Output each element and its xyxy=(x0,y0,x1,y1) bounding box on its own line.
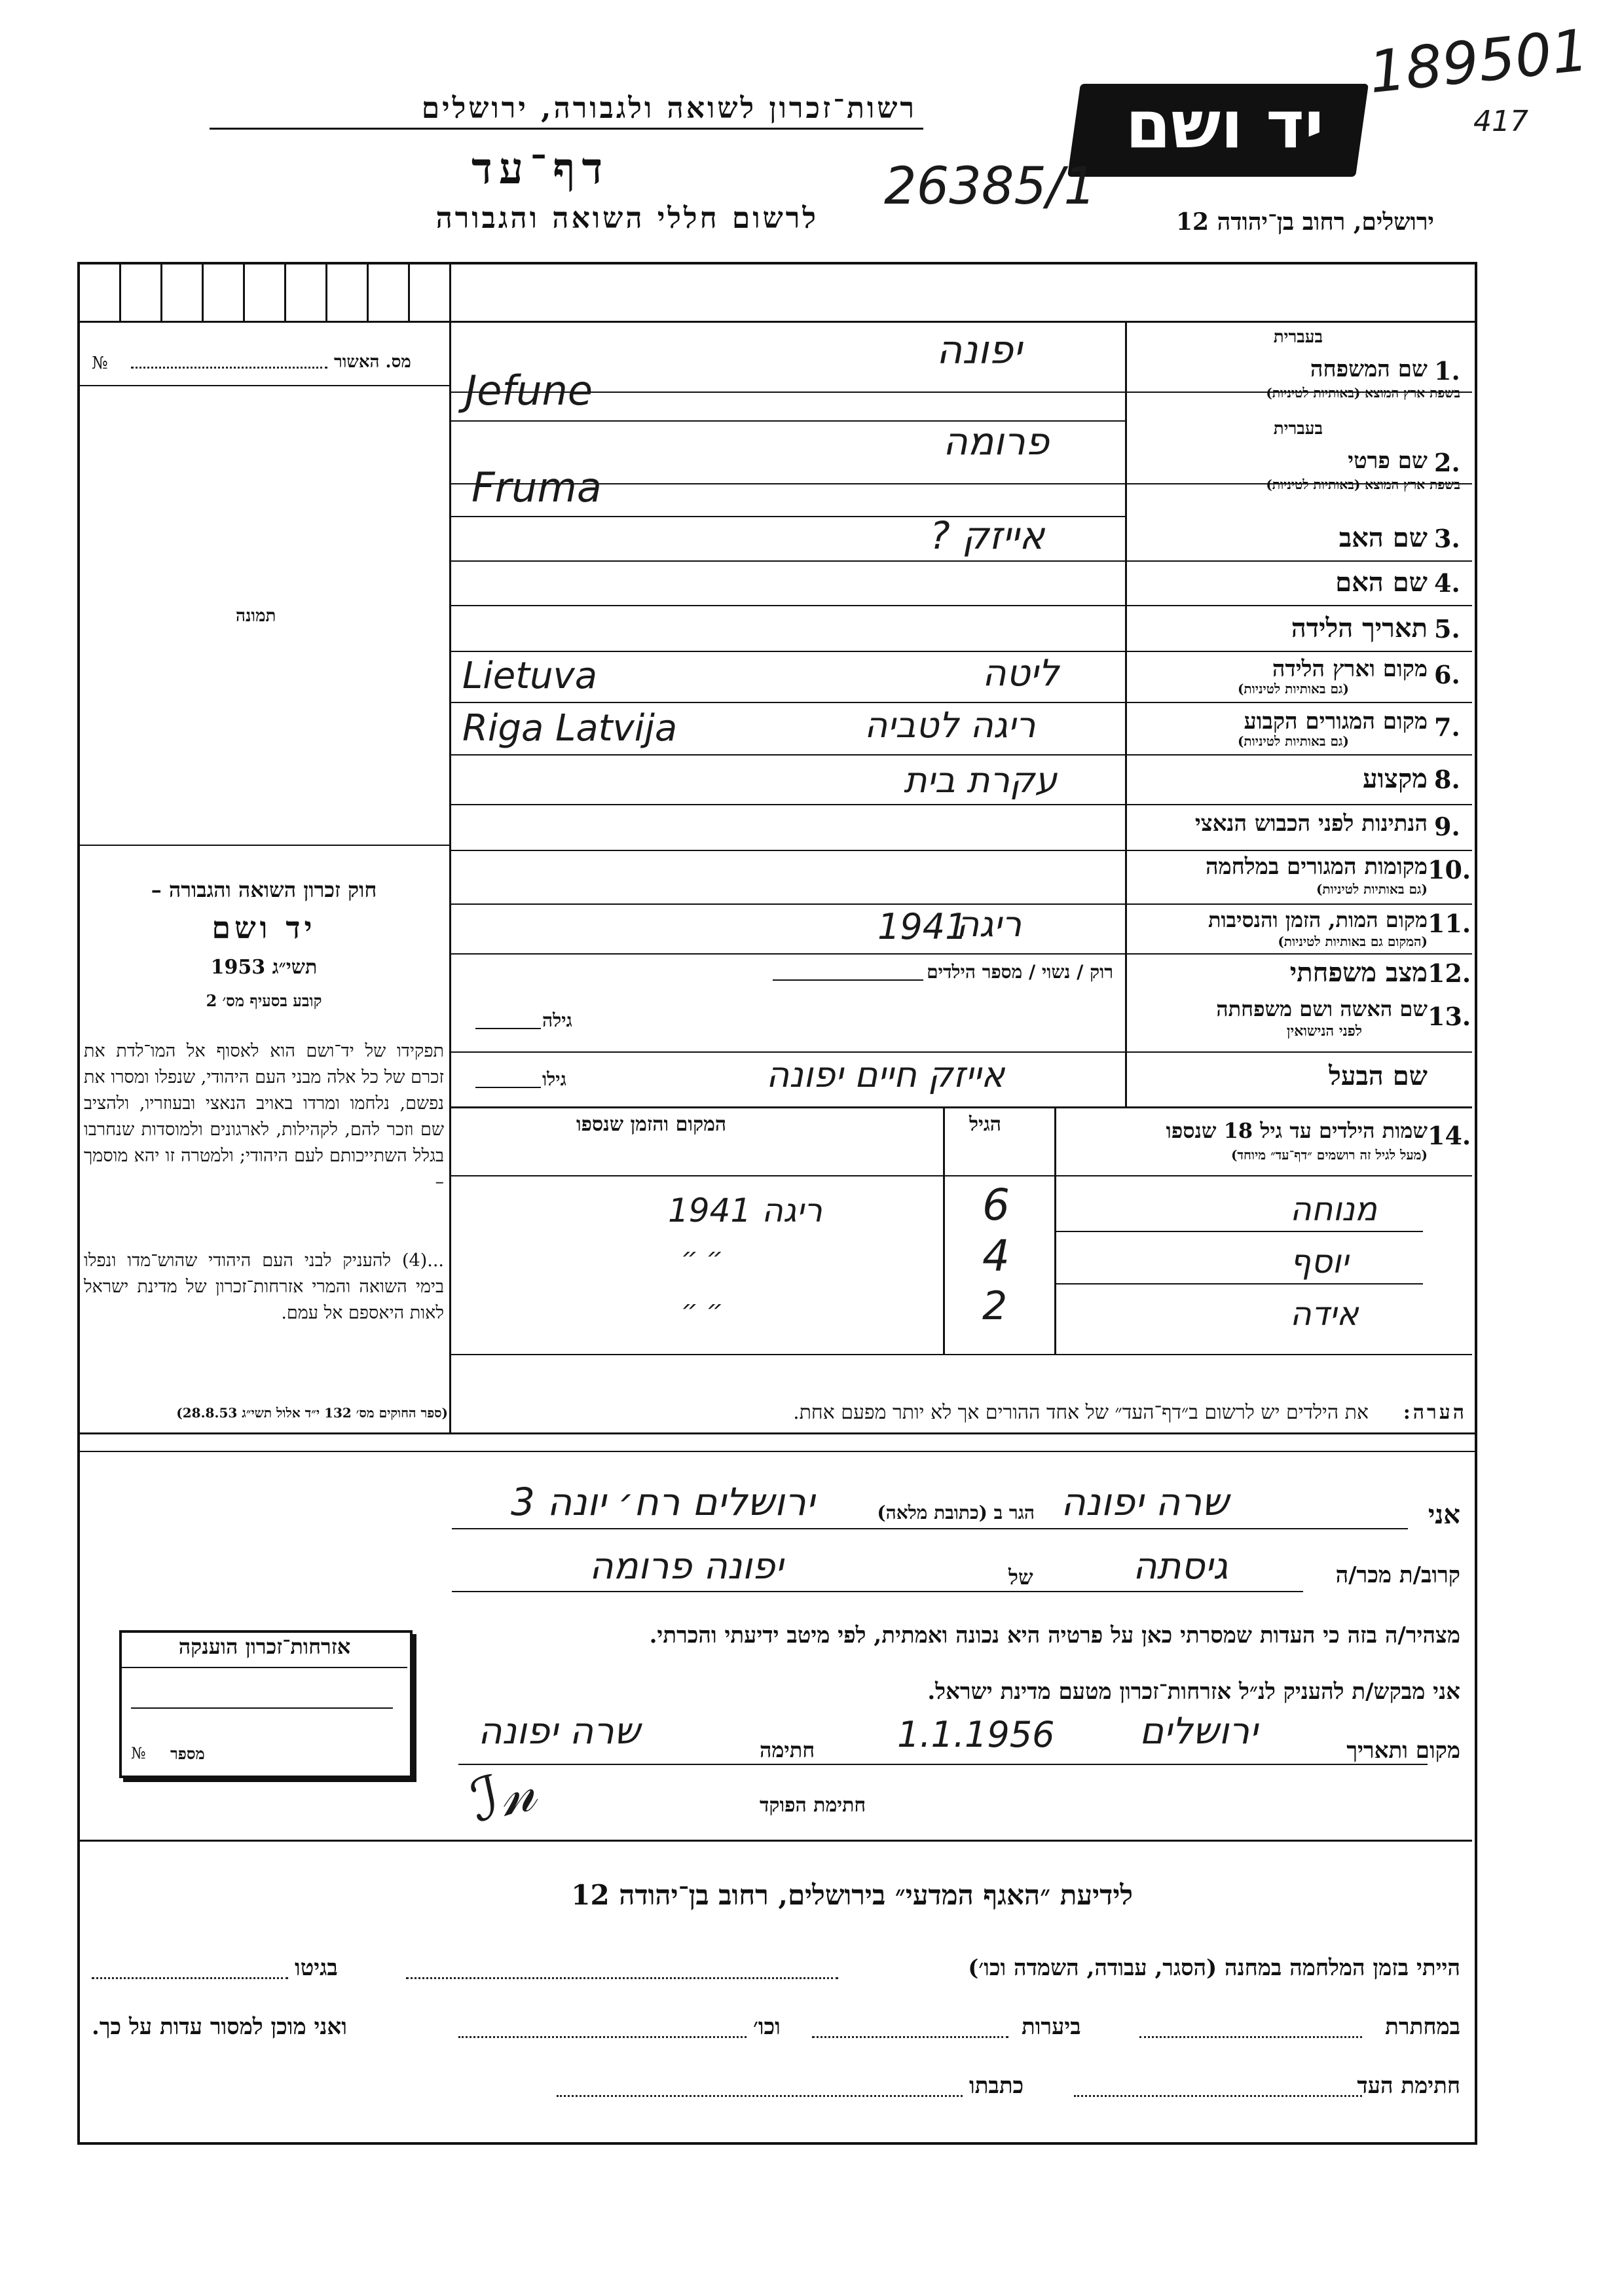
field-9-num: 9. xyxy=(1434,812,1460,841)
field-6-num: 6. xyxy=(1434,660,1460,689)
field-13-age-label: גילה xyxy=(542,1010,572,1031)
sheet-number: 26385/1 xyxy=(884,157,1097,216)
field-1-label: שם המשפחה xyxy=(1310,356,1428,382)
field-13-sub: לפני הנישואין xyxy=(1286,1023,1362,1040)
photo-label: תמונה xyxy=(236,606,276,626)
relation-value: גיסתה xyxy=(1133,1545,1228,1588)
tick-boxes xyxy=(80,264,449,321)
logo-text: יד ושם xyxy=(1125,86,1324,163)
field-12-label: מצב משפחתי xyxy=(1289,957,1428,988)
husband-label: שם הבעל xyxy=(1329,1061,1428,1091)
footer-underground-label: במחתרת xyxy=(1385,2014,1460,2040)
authority-title: רשות־זכרון לשואה ולגבורה, ירושלים xyxy=(421,92,917,125)
place-date-label: מקום ותאריך xyxy=(1346,1738,1460,1764)
approval-label: מס. האשור xyxy=(334,352,411,372)
child-2-name: יוסף xyxy=(1290,1243,1349,1281)
field-2-value-he: פרומה xyxy=(943,419,1050,464)
child-1-place: ריגה 1941 xyxy=(668,1192,822,1230)
field-6-sub: (גם באותיות לטיניות) xyxy=(1237,681,1349,697)
field-6-value-he: ליטה xyxy=(982,652,1060,695)
of-label: של xyxy=(1008,1565,1033,1590)
child-1-age: 6 xyxy=(982,1180,1010,1230)
field-13-label: שם האשה ושם משפחתה xyxy=(1216,996,1428,1021)
husband-value: אייזק חיים יפונה xyxy=(766,1054,1005,1095)
field-7-sub: (גם באותיות לטיניות) xyxy=(1237,733,1349,749)
archive-subnumber: 417 xyxy=(1473,105,1528,138)
request: אני מבקש/ת להעניק לנ״ל אזרחות־זכרון מטעם מדינת ישראל. xyxy=(927,1679,1460,1705)
approval-no: № xyxy=(92,354,108,373)
field-8-num: 8. xyxy=(1434,765,1460,794)
declaration-i-label: אני xyxy=(1428,1499,1460,1530)
field-2-sub: בשפת ארץ המוצא (באותיות לטיניות) xyxy=(1266,477,1460,492)
law-title: חוק זכרון השואה והגבורה – xyxy=(151,877,377,902)
signature-value: שרה יפונה xyxy=(478,1710,640,1753)
children-place-header: המקום והזמן שנספו xyxy=(576,1113,727,1136)
field-1-num: 1. xyxy=(1434,356,1460,386)
field-3-label: שם האב xyxy=(1338,522,1428,553)
field-8-label: מקצוע xyxy=(1363,763,1428,794)
children-header: שמות הילדים עד גיל 18 שנספו xyxy=(1166,1118,1428,1143)
field-12-value: רוק / נשוי / מספר הילדים xyxy=(927,961,1113,983)
field-11-num: 11. xyxy=(1428,909,1471,938)
citizenship-number-label: מספר xyxy=(170,1744,205,1763)
statement: מצהיר/ה בזה כי העדות שמסרתי כאן על פרטיה היא נכונה ואמתית, לפי מיטב ידיעתי והכרתי. xyxy=(649,1622,1460,1649)
date-value: 1.1.1956 xyxy=(897,1714,1055,1755)
place-value: ירושלים xyxy=(1139,1710,1258,1753)
child-2-place: ״ ״ xyxy=(681,1243,724,1273)
field-7-value-lat: Riga Latvija xyxy=(462,707,678,750)
form-subtitle: לרשום חללי השואה והגבורה xyxy=(435,202,819,235)
child-2-age: 4 xyxy=(982,1231,1010,1281)
form-title: דף־עד xyxy=(471,143,610,194)
field-9-label: הנתינות לפני הכבוש הנאצי xyxy=(1194,811,1428,837)
field-11-label: מקום המות, הזמן והנסיבות xyxy=(1208,907,1428,932)
children-num: 14. xyxy=(1428,1121,1471,1150)
law-section: קובע בסעיף מס׳ 2 xyxy=(206,991,322,1010)
field-3-value-he: אייזק ? xyxy=(930,513,1045,558)
relation-label: קרוב/ת מכר/ה xyxy=(1335,1562,1460,1588)
field-13-num: 13. xyxy=(1428,1002,1471,1031)
field-10-sub: (גם באותיות לטיניות) xyxy=(1316,881,1428,897)
field-12-num: 12. xyxy=(1428,958,1471,988)
husband-age-label: גילו xyxy=(542,1068,566,1090)
field-3-num: 3. xyxy=(1434,524,1460,553)
citizenship-number-symbol: № xyxy=(131,1744,146,1762)
field-1-value-lat: Jefune xyxy=(465,367,593,414)
field-5-num: 5. xyxy=(1434,614,1460,644)
footer-testify-label: ואני מוכן למסור עדות על כך. xyxy=(92,2014,347,2040)
field-6-label: מקום וארץ הלידה xyxy=(1272,656,1428,682)
header-rule xyxy=(210,128,923,130)
declarant-name: שרה יפונה xyxy=(1061,1480,1229,1524)
address-value: ירושלים רח׳ יונה 3 xyxy=(511,1480,815,1524)
field-11-value-year: 1941 xyxy=(877,906,968,947)
law-source: (ספר החוקים מס׳ 132 י״ד אלול תשי״ג 28.8.53) xyxy=(176,1405,448,1421)
children-age-header: הגיל xyxy=(969,1113,1002,1136)
footer-title: לידיעת ״האגף המדעי״ בירושלים, רחוב בן־יהודה 12 xyxy=(571,1879,1133,1911)
field-2-label: שם פרטי xyxy=(1348,448,1428,474)
field-10-label: מקומות המגורים במלחמה xyxy=(1205,854,1428,880)
footer-camp-label: הייתי בזמן המלחמה במחנה (הסגר, עבודה, השמדה וכו׳) xyxy=(968,1955,1460,1981)
law-name: יד ושם xyxy=(212,910,316,945)
footer-forests-label: ביערות xyxy=(1022,2014,1081,2040)
child-3-place: ״ ״ xyxy=(681,1295,724,1325)
field-2-lang: בעברית xyxy=(1273,419,1323,439)
field-6-value-lat: Lietuva xyxy=(462,655,598,697)
field-7-label: מקום המגורים הקבוע xyxy=(1244,708,1428,735)
field-2-value-lat: Fruma xyxy=(471,464,602,511)
header-address: ירושלים, רחוב בן־יהודה 12 xyxy=(1175,208,1434,236)
field-11-value-he: ריגה xyxy=(956,903,1022,945)
of-value: יפונה פרומה xyxy=(589,1545,784,1588)
note-text: את הילדים יש לרשום ב״דף־העד״ של אחד ההורים אך לא יותר מפעם אחת. xyxy=(793,1401,1369,1424)
children-header-sub: (מעל לגיל זה רושמים ״דף־עד״ מיוחד) xyxy=(1230,1147,1428,1163)
field-1-value-he: יפונה xyxy=(936,327,1022,373)
field-7-num: 7. xyxy=(1434,712,1460,742)
field-4-num: 4. xyxy=(1434,568,1460,598)
field-4-label: שם האם xyxy=(1335,567,1428,598)
footer-witness-signature-label: חתימת העד xyxy=(1357,2073,1460,2099)
field-8-value-he: עקרת בית xyxy=(904,759,1058,801)
note-label: הערה: xyxy=(1403,1401,1467,1424)
field-1-lang: בעברית xyxy=(1273,327,1323,347)
officer-label: חתימת הפוקד xyxy=(760,1794,866,1817)
signature-label: חתימה xyxy=(760,1738,815,1762)
archive-number: 189501 xyxy=(1365,16,1592,107)
law-text-2: ...(4) להעניק לבני העם היהודי שהוש־מדו ונפלו בימי השואה והמרי אזרחות־זכרון של מדינת ישראל לאות היאספם אל עמם. xyxy=(84,1250,444,1323)
resides-label: הגר ב (כתובת מלאה) xyxy=(877,1502,1035,1523)
footer-ghetto-label: בגיטו xyxy=(295,1955,338,1981)
footer-address-label: כתבתו xyxy=(969,2073,1024,2099)
law-text-1: תפקידו של יד־ושם הוא לאסוף אל המו־לדת את זכרם של כל אלה מבני העם היהודי, שנפלו ומסרו את נפשם, נלחמו ומרדו באויב הנאצי ובעוזריו, ולהציב שם וזכר להם, לקהילות, לארגונים ולמוסדות שנחרבו בגלל השתייכותם לעם היהודי; ולמטרה זו יהא מוסמך – xyxy=(84,1041,444,1192)
field-7-value-he: ריגה לטביה xyxy=(864,704,1036,746)
child-1-name: מנוחה xyxy=(1290,1190,1377,1228)
officer-signature: ℐ𝓃 xyxy=(465,1755,542,1836)
child-3-age: 2 xyxy=(982,1283,1008,1329)
field-10-num: 10. xyxy=(1428,855,1471,884)
child-3-name: אידה xyxy=(1290,1295,1359,1333)
field-5-label: תאריך הלידה xyxy=(1291,613,1428,644)
law-year: תשי״ג 1953 xyxy=(210,956,318,979)
field-2-num: 2. xyxy=(1434,448,1460,477)
field-1-sub: בשפת ארץ המוצא (באותיות לטיניות) xyxy=(1266,385,1460,401)
footer-etc-label: וכו׳ xyxy=(753,2014,781,2040)
citizenship-title: אזרחות־זכרון הוענקה xyxy=(178,1634,351,1659)
field-11-sub: (המקום גם באותיות לטיניות) xyxy=(1278,934,1428,949)
